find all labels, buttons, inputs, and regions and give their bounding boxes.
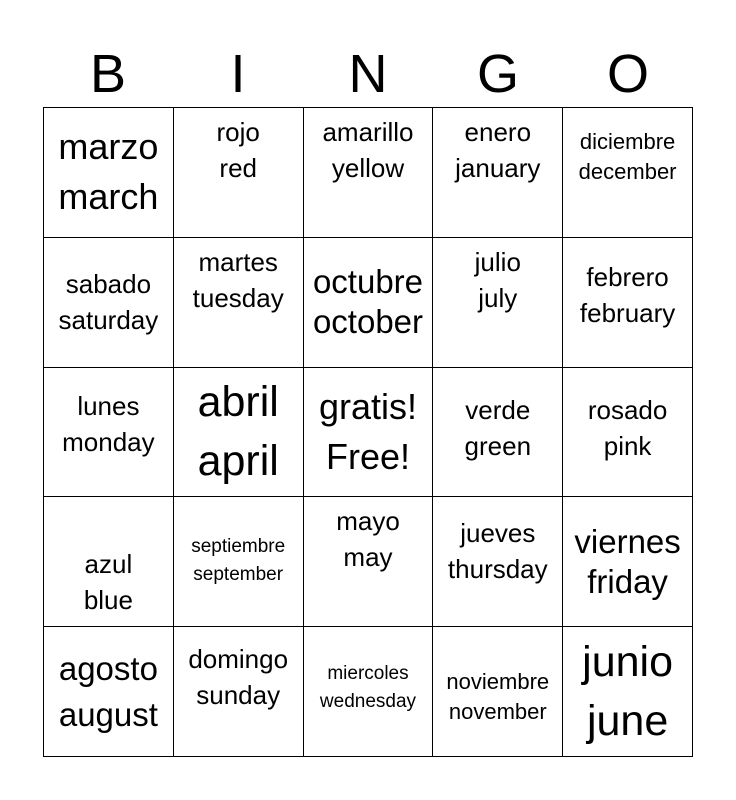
bingo-cell[interactable] — [433, 108, 563, 238]
cell-spanish: noviembre — [446, 668, 550, 694]
cell-english: june — [586, 696, 669, 745]
header-letter-i: I — [230, 44, 246, 104]
bingo-cell[interactable] — [174, 368, 304, 498]
cell-spanish: viernes — [574, 522, 681, 560]
bingo-cell[interactable] — [304, 238, 434, 368]
cell-english: sunday — [196, 679, 281, 710]
bingo-cell[interactable] — [563, 368, 693, 498]
bingo-cell[interactable] — [44, 368, 174, 498]
cell-spanish: septiembre — [191, 535, 286, 557]
bingo-cell[interactable] — [304, 368, 434, 498]
bingo-cell[interactable] — [174, 497, 304, 627]
cell-spanish: julio — [474, 246, 521, 277]
bingo-cell[interactable] — [433, 627, 563, 757]
cell-spanish: lunes — [77, 390, 140, 421]
cell-spanish: miercoles — [327, 662, 409, 684]
cell-english: wednesday — [319, 690, 417, 712]
cell-english: Free! — [325, 435, 410, 477]
cell-english: april — [197, 436, 279, 485]
bingo-cell[interactable] — [44, 238, 174, 368]
cell-spanish: diciembre — [579, 129, 676, 155]
cell-spanish: azul — [84, 548, 133, 579]
cell-spanish: verde — [465, 394, 531, 425]
cell-spanish: mayo — [336, 506, 400, 537]
cell-spanish: marzo — [58, 126, 159, 168]
cell-english: yellow — [331, 153, 405, 183]
header-letter-n: N — [348, 44, 388, 104]
cell-spanish: octubre — [312, 263, 424, 301]
cell-english: thursday — [447, 553, 548, 584]
bingo-board — [43, 107, 693, 757]
cell-english: tuesday — [192, 282, 284, 313]
bingo-cell[interactable] — [174, 238, 304, 368]
cell-english: january — [455, 153, 541, 183]
cell-english: monday — [62, 426, 155, 457]
bingo-cell[interactable] — [174, 627, 304, 757]
cell-spanish: agosto — [58, 649, 158, 687]
bingo-cell[interactable] — [433, 238, 563, 368]
cell-english: july — [478, 282, 518, 313]
bingo-cell[interactable] — [433, 368, 563, 498]
bingo-cell[interactable] — [563, 497, 693, 627]
header-letter-b: B — [89, 44, 127, 104]
cell-english: red — [219, 153, 257, 183]
bingo-cell[interactable] — [304, 497, 434, 627]
cell-english: march — [58, 176, 159, 218]
bingo-cell[interactable] — [44, 627, 174, 757]
bingo-cell[interactable] — [304, 627, 434, 757]
cell-english: august — [58, 695, 158, 733]
bingo-cell[interactable] — [174, 108, 304, 238]
bingo-cell[interactable] — [433, 497, 563, 627]
cell-spanish: jueves — [460, 517, 536, 548]
header-letter-o: O — [606, 44, 649, 104]
cell-english: blue — [83, 584, 133, 615]
cell-english: friday — [587, 562, 668, 600]
cell-english: pink — [603, 430, 652, 461]
bingo-cell[interactable] — [304, 108, 434, 238]
cell-english: september — [193, 563, 284, 585]
cell-spanish: abril — [197, 377, 279, 426]
cell-english: may — [343, 542, 393, 573]
cell-english: saturday — [58, 305, 159, 336]
cell-spanish: febrero — [586, 262, 669, 293]
cell-english: february — [579, 298, 676, 329]
cell-spanish: rosado — [587, 394, 668, 425]
bingo-cell[interactable] — [563, 108, 693, 238]
bingo-cell[interactable] — [563, 238, 693, 368]
cell-spanish: gratis! — [318, 385, 418, 427]
cell-spanish: sabado — [65, 269, 152, 300]
cell-spanish: domingo — [188, 643, 289, 674]
bingo-cell[interactable] — [44, 497, 174, 627]
bingo-header — [43, 42, 693, 106]
cell-spanish: amarillo — [322, 117, 414, 147]
cell-english: october — [312, 303, 424, 341]
cell-english: green — [464, 430, 532, 461]
cell-spanish: rojo — [216, 117, 260, 147]
cell-english: november — [448, 698, 547, 724]
header-letter-g: G — [476, 44, 519, 104]
bingo-cell[interactable] — [44, 108, 174, 238]
bingo-cell[interactable] — [563, 627, 693, 757]
cell-spanish: martes — [198, 246, 278, 277]
cell-english: december — [578, 159, 677, 185]
cell-spanish: enero — [464, 117, 532, 147]
cell-spanish: junio — [582, 637, 674, 686]
